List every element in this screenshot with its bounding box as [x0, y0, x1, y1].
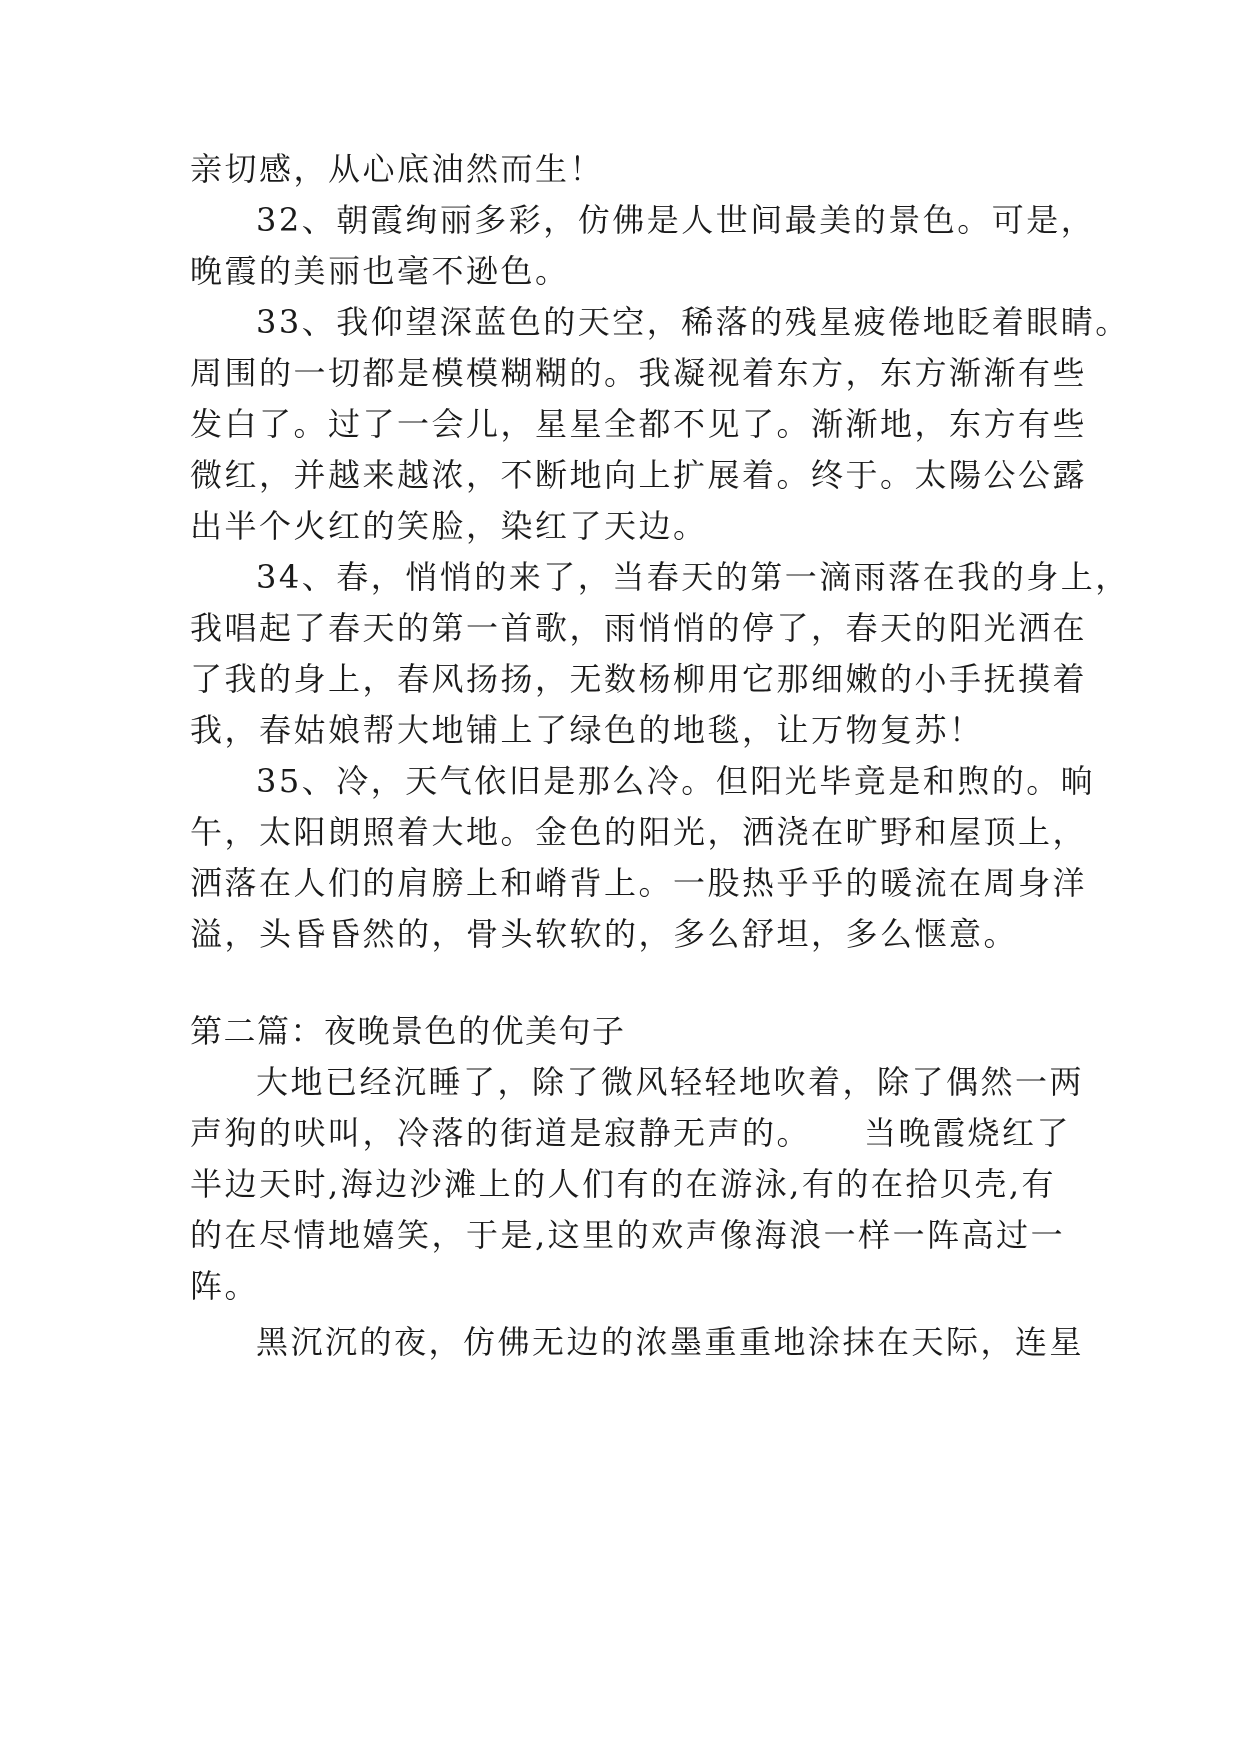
- text-line: 午，太阳朗照着大地。金色的阳光，洒浇在旷野和屋顶上，: [190, 813, 1088, 851]
- text-line: 我，春姑娘帮大地铺上了绿色的地毯，让万物复苏！: [190, 711, 984, 749]
- text-line: 亲切感，从心底油然而生！: [190, 150, 605, 188]
- paragraph-34-line: 34、春，悄悄的来了，当春天的第一滴雨落在我的身上，: [256, 558, 1130, 596]
- paragraph-35-line: 35、冷，天气依旧是那么冷。但阳光毕竟是和煦的。晌: [256, 762, 1096, 800]
- text-line: 周围的一切都是模模糊糊的。我凝视着东方，东方渐渐有些: [190, 354, 1088, 392]
- text-line: 阵。: [190, 1267, 260, 1305]
- paragraph-32-line: 32、朝霞绚丽多彩，仿佛是人世间最美的景色。可是，: [256, 201, 1096, 239]
- text-line: 微红，并越来越浓，不断地向上扩展着。终于。太陽公公露: [190, 456, 1088, 494]
- section-heading: 第二篇：夜晚景色的优美句子: [190, 1012, 626, 1050]
- text-line: 了我的身上，春风扬扬，无数杨柳用它那细嫩的小手抚摸着: [190, 660, 1088, 698]
- text-line: 声狗的吠叫，冷落的街道是寂静无声的。 当晚霞烧红了: [190, 1114, 1072, 1152]
- text-line: 洒落在人们的肩膀上和嵴背上。一股热乎乎的暖流在周身洋: [190, 864, 1088, 902]
- paragraph-night-line: 大地已经沉睡了，除了微风轻轻地吹着，除了偶然一两: [256, 1063, 1085, 1101]
- paragraph-dark-night-line: 黑沉沉的夜，仿佛无边的浓墨重重地涂抹在天际，连星: [256, 1323, 1085, 1361]
- paragraph-33-line: 33、我仰望深蓝色的天空，稀落的残星疲倦地眨着眼睛。: [256, 303, 1130, 341]
- text-line: 半边天时,海边沙滩上的人们有的在游泳,有的在拾贝壳,有: [190, 1165, 1057, 1203]
- text-line: 发白了。过了一会儿，星星全都不见了。渐渐地，东方有些: [190, 405, 1088, 443]
- text-line: 溢，头昏昏然的，骨头软软的，多么舒坦，多么惬意。: [190, 915, 1019, 953]
- text-line: 我唱起了春天的第一首歌，雨悄悄的停了，春天的阳光洒在: [190, 609, 1088, 647]
- text-line: 的在尽情地嬉笑，于是,这里的欢声像海浪一样一阵高过一: [190, 1216, 1066, 1254]
- text-line: 出半个火红的笑脸，染红了天边。: [190, 507, 708, 545]
- text-line: 晚霞的美丽也毫不逊色。: [190, 252, 570, 290]
